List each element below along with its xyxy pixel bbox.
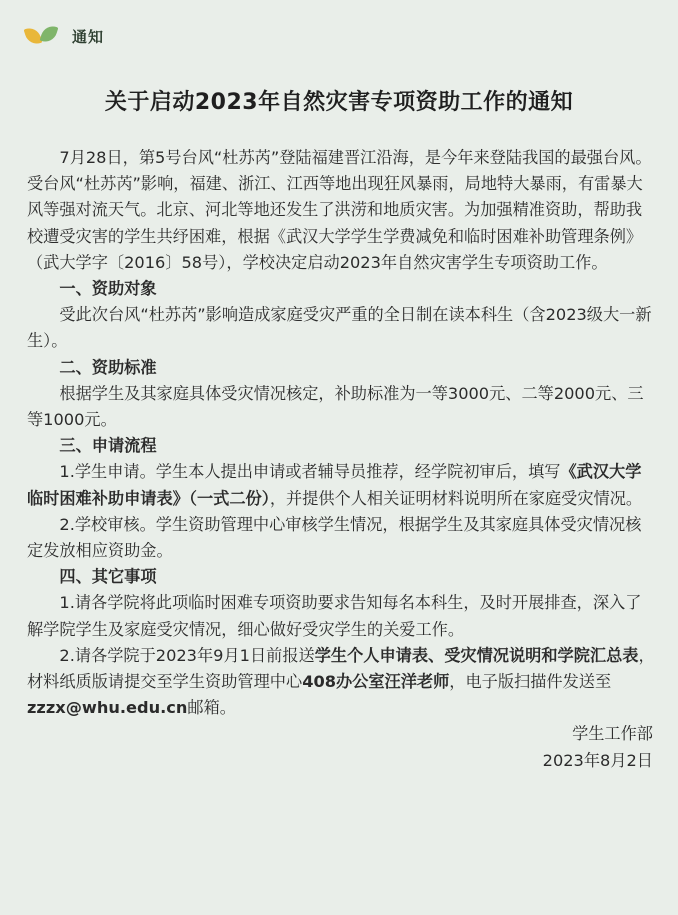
yellow-leaf-icon	[24, 25, 43, 46]
required-documents: 学生个人申请表、受灾情况说明和学院汇总表	[314, 645, 639, 665]
section3-p1-text-b: ，并提供个人相关证明材料说明所在家庭受灾情况。	[269, 488, 643, 508]
signature-date: 2023年8月2日	[542, 750, 653, 770]
section1-text: 受此次台风“杜苏芮”影响造成家庭受灾严重的全日制在读本科生（含2023级大一新生）。	[27, 305, 652, 351]
header	[26, 25, 104, 47]
two-leaves-icon	[26, 25, 60, 47]
section3-heading: 三、申请流程	[59, 436, 157, 456]
section3-paragraph1	[27, 459, 655, 511]
office-contact: 408办公室汪洋老师	[302, 672, 450, 692]
signature-department: 学生工作部	[572, 724, 653, 744]
notice-title: 关于启动2023年自然灾害专项资助工作的通知	[104, 90, 574, 115]
section3-p1-text-a: 1.学生申请。学生本人提出申请或者辅导员推荐，经学院初审后，填写	[59, 462, 561, 482]
green-leaf-icon	[40, 23, 59, 44]
section4-paragraph2	[27, 643, 655, 722]
section4-p2-text-b: ，材料纸质版请提交至学生资助管理中心	[27, 645, 655, 692]
section4-p2-text-a: 2.请各学院于2023年9月1日前报送	[59, 645, 315, 665]
section1-heading: 一、资助对象	[59, 279, 157, 299]
section2-text: 根据学生及其家庭具体受灾情况核定，补助标准为一等3000元、二等2000元、三等1000元。	[27, 383, 644, 430]
section4-heading: 四、其它事项	[59, 567, 157, 587]
section2-heading: 二、资助标准	[59, 357, 157, 377]
contact-email: zzzx@whu.edu.cn	[27, 698, 188, 718]
intro-paragraph: 7月28日，第5号台风“杜苏芮”登陆福建晋江沿海，是今年来登陆我国的最强台风。受台风“杜苏芮”影响，福建、浙江、江西等地出现狂风暴雨，局地特大暴雨，有雷暴大风等强对流天气。北京、河北等地还发生了洪涝和地质灾害。为加强精准资助，帮助我校遭受灾害的学生共纾困难，根据《武汉大学学生学费减免和临时困难补助管理条例》（武大学字〔2016〕58号），学校决定启动2023年自然灾害学生专项资助工作。	[27, 148, 652, 272]
application-form-name: 《武汉大学临时困难补助申请表》（一式二份）	[27, 462, 642, 508]
section4-paragraph1: 1.请各学院将此项临时困难专项资助要求告知每名本科生，及时开展排查，深入了解学院学生及家庭受灾情况，细心做好受灾学生的关爱工作。	[27, 593, 642, 639]
section3-paragraph2: 2.学校审核。学生资助管理中心审核学生情况，根据学生及其家庭具体受灾情况核定发放相应资助金。	[27, 514, 642, 561]
header-title: 通知	[72, 27, 105, 46]
section4-p2-text-c: ，电子版扫描件发送至	[449, 672, 612, 692]
section4-p2-text-d: 邮箱。	[187, 698, 236, 718]
notice-body	[27, 145, 655, 774]
